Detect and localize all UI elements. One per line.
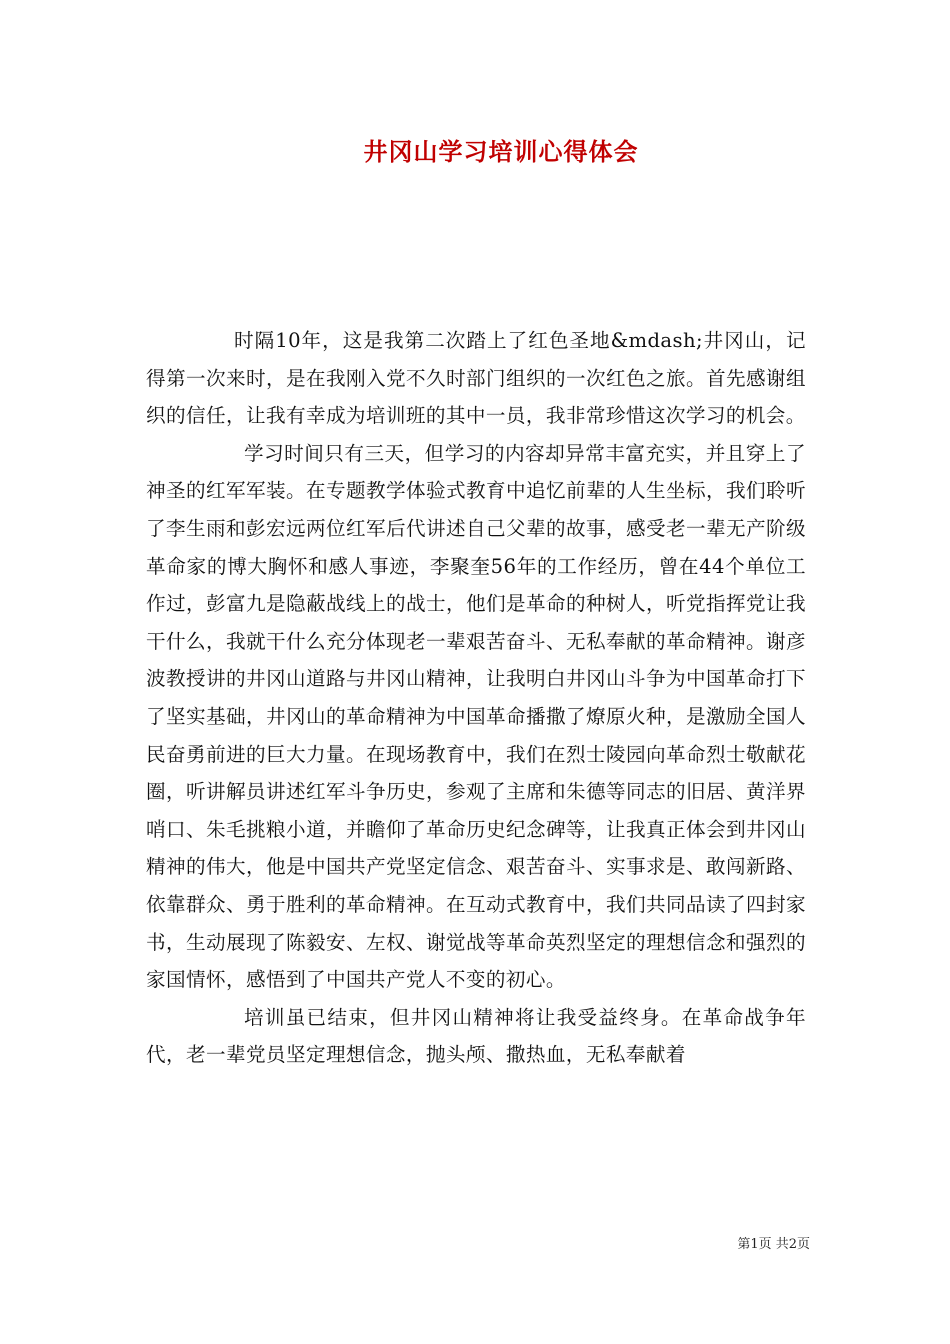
page-number-footer: 第1页 共2页 <box>737 1237 810 1252</box>
paragraph-1: 时隔10年，这是我第二次踏上了红色圣地&mdash;井冈山，记得第一次来时，是在我刚入党不久时部门组织的一次红色之旅。首先感谢组织的信任，让我有幸成为培训班的其中一员，我非常珍惜这次学习的机会。 <box>146 329 806 428</box>
document-title: 井冈山学习培训心得体会 <box>363 137 639 166</box>
paragraph-3: 培训虽已结束，但井冈山精神将让我受益终身。在革命战争年代，老一辈党员坚定理想信念，抛头颅、撒热血，无私奉献着 <box>146 1005 806 1067</box>
document-body <box>146 322 806 1074</box>
paragraph-2: 学习时间只有三天，但学习的内容却异常丰富充实，并且穿上了神圣的红军军装。在专题教学体验式教育中追忆前辈的人生坐标，我们聆听了李生雨和彭宏远两位红军后代讲述自己父辈的故事，感受老一辈无产阶级革命家的博大胸怀和感人事迹，李聚奎56年的工作经历，曾在44个单位工作过，彭富九是隐蔽战线上的战士，他们是革命的种树人，听党指挥党让我干什么，我就干什么充分体现老一辈艰苦奋斗、无私奉献的革命精神。谢彦波教授讲的井冈山道路与井冈山精神，让我明白井冈山斗争为中国革命打下了坚实基础，井冈山的革命精神为中国革命播撒了燎原火种，是激励全国人民奋勇前进的巨大力量。在现场教育中，我们在烈士陵园向革命烈士敬献花圈，听讲解员讲述红军斗争历史，参观了主席和朱德等同志的旧居、黄洋界哨口、朱毛挑粮小道，并瞻仰了革命历史纪念碑等，让我真正体会到井冈山精神的伟大，他是中国共产党坚定信念、艰苦奋斗、实事求是、敢闯新路、依靠群众、勇于胜利的革命精神。在互动式教育中，我们共同品读了四封家书，生动展现了陈毅安、左权、谢觉战等革命英烈坚定的理想信念和强烈的家国情怀，感悟到了中国共产党人不变的初心。 <box>146 441 806 992</box>
